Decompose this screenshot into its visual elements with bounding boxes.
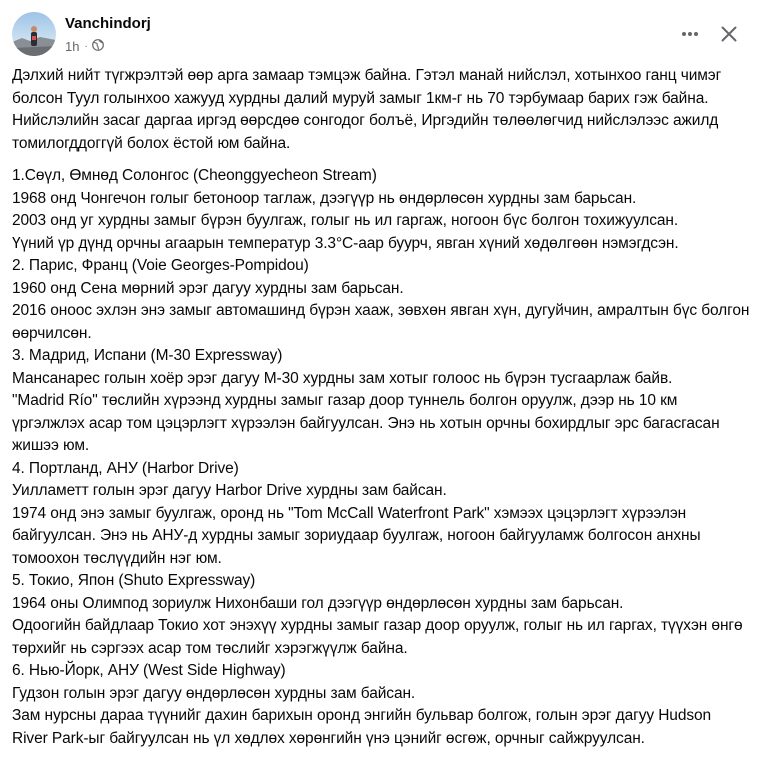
post-line: 1974 онд энэ замыг буулгаж, оронд нь "Tom McCall Waterfront Park" хэмээх цэцэрлэгт хүрээлэн байгуулсан. Энэ нь АНУ-д хурдны замыг зориудаар буулгаж, ногоон байгууламж болгосон анхны томоохон төслүүдийн нэг юм.	[12, 504, 701, 567]
author-name[interactable]: Vanchindorj	[65, 15, 151, 32]
paragraph-gap	[12, 155, 750, 165]
post-line: 2. Парис, Франц (Voie Georges-Pompidou)	[12, 257, 309, 274]
post-line: 5. Токио, Япон (Shuto Expressway)	[12, 572, 256, 589]
meta-separator: ·	[84, 40, 88, 52]
globe-icon	[92, 39, 104, 54]
post-header	[12, 12, 747, 60]
post-intro: Дэлхий нийт түгжрэлтэй өөр арга замаар тэмцэж байна. Гэтэл манай нийслэл, хотынхоо ганц чимэг болсон Туул голынхоо хажууд хурдны далий муруй замыг 1км-г нь 70 тэрбумаар барих гэж байна. Нийслэлийн засаг даргаа иргэд өөрсдөө сонгодог болъё, Иргэдийн төлөөлөгчид нийслэлээс ажилд томилогддоггүй болох ёстой юм байна.	[12, 67, 722, 152]
post-line: 1968 онд Чонгечон голыг бетоноор таглаж, дээгүүр нь өндөрлөсөн хурдны зам барьсан.	[12, 189, 637, 207]
post-line: Мансанарес голын хоёр эрэг дагуу M-30 хурдны зам хотыг голоос нь бүрэн тусгаарлаж байв.	[12, 369, 673, 387]
post-line: Зам нурсны дараа түүнийг дахин барихын оронд энгийн бульвар болгож, голын эрэг дагуу Hudson River Park-ыг байгуулсан нь үл хөдлөх хөрөнгийн үнэ цэнийг өсгөж, орчныг сайжруулсан.	[12, 707, 712, 747]
avatar[interactable]	[12, 12, 56, 56]
post-meta	[65, 38, 104, 54]
post-line: 2003 онд уг хурдны замыг бүрэн буулгаж, голыг нь ил гаргаж, ногоон бүс болгон тохижуулсан.	[12, 212, 679, 229]
post-line: Уилламетт голын эрэг дагуу Harbor Drive хурдны зам байсан.	[12, 482, 447, 499]
post-line: 6. Нью-Йорк, АНУ (West Side Highway)	[12, 662, 286, 679]
close-button[interactable]	[711, 16, 747, 52]
post-line: 1.Сөүл, Өмнөд Солонгос (Cheonggyecheon Stream)	[12, 167, 377, 184]
post-line: "Madrid Río" төслийн хүрээнд хурдны замыг газар доор туннель болгон оруулж, дээр нь 10 км үргэлжлэх асар том цэцэрлэгт хүрээлэн байгуулсан. Энэ нь хотын орчны бохирдлыг эрс багасгасан жишээ юм.	[12, 392, 720, 454]
post-line: 1964 оны Олимпод зориулж Нихонбаши гол дээгүүр өндөрлөсөн хурдны зам барьсан.	[12, 594, 624, 612]
close-icon	[719, 24, 739, 44]
post-time[interactable]: 1h	[65, 38, 80, 54]
more-options-button[interactable]	[672, 16, 708, 52]
more-horizontal-icon	[680, 24, 700, 44]
post-body	[12, 65, 750, 750]
post-line: Үүний үр дүнд орчны агаарын температур 3.3°C-аар буурч, явган хүний хөдөлгөөн нэмэгдсэн.	[12, 234, 679, 252]
post-line: 4. Портланд, АНУ (Harbor Drive)	[12, 459, 239, 477]
avatar-image	[12, 12, 56, 56]
post-line: 3. Мадрид, Испани (M-30 Expressway)	[12, 347, 283, 364]
post-line: 2016 оноос эхлэн энэ замыг автомашинд бүрэн хааж, зөвхөн явган хүн, дугуйчин, амралтын бүс болгон өөрчилсөн.	[12, 302, 750, 342]
post-line: 1960 онд Сена мөрний эрэг дагуу хурдны зам барьсан.	[12, 279, 404, 297]
post-line: Одоогийн байдлаар Токио хот энэхүү хурдны замыг газар доор оруулж, голыг нь ил гаргах, түүхэн өнгө төрхийг нь сэргээх асар том төслийг хэрэгжүүлж байна.	[12, 617, 743, 657]
post-line: Гудзон голын эрэг дагуу өндөрлөсөн хурдны зам байсан.	[12, 684, 416, 702]
